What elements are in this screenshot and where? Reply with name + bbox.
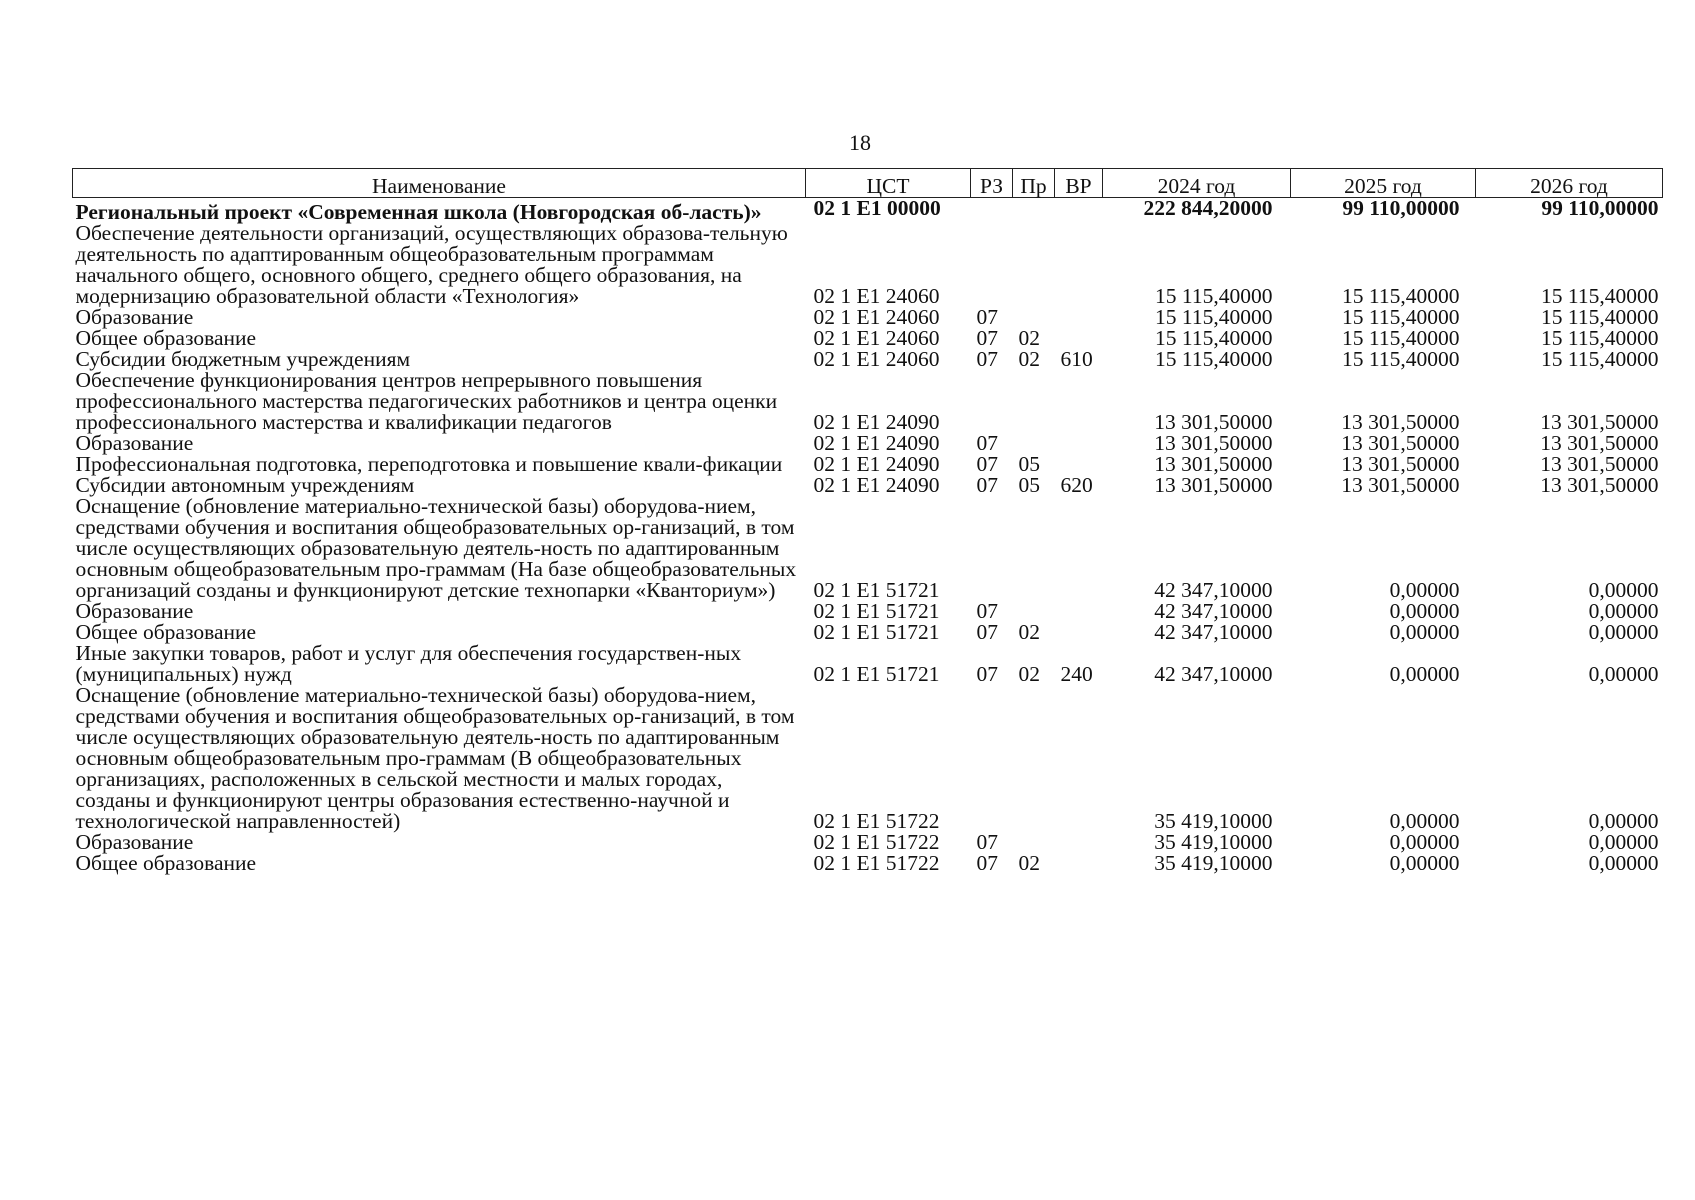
row-pr bbox=[1013, 370, 1055, 433]
row-pr bbox=[1013, 307, 1055, 328]
row-vr bbox=[1055, 622, 1103, 643]
row-2024: 13 301,50000 bbox=[1154, 452, 1273, 476]
table-body bbox=[73, 198, 1663, 875]
table-row bbox=[73, 832, 1663, 853]
row-rz: 07 bbox=[976, 452, 998, 476]
row-name: Общее образование bbox=[75, 851, 257, 875]
row-cst: 02 1 E1 51722 bbox=[813, 809, 940, 833]
row-2024: 15 115,40000 bbox=[1155, 305, 1273, 329]
row-pr: 02 bbox=[1018, 347, 1040, 371]
row-cst: 02 1 E1 24090 bbox=[813, 473, 940, 497]
row-2026: 15 115,40000 bbox=[1541, 347, 1659, 371]
row-pr: 05 bbox=[1018, 473, 1040, 497]
budget-table bbox=[72, 168, 1663, 874]
row-rz: 07 bbox=[976, 326, 998, 350]
header-row bbox=[73, 169, 1663, 198]
table-row bbox=[73, 223, 1663, 307]
row-cst: 02 1 E1 24060 bbox=[813, 347, 940, 371]
header-rz: РЗ bbox=[971, 169, 1013, 198]
row-2026: 13 301,50000 bbox=[1540, 452, 1659, 476]
row-name: Профессиональная подготовка, переподготовка и повышение квали-фикации bbox=[75, 452, 783, 476]
header-name: Наименование bbox=[73, 169, 806, 198]
row-cst: 02 1 E1 24060 bbox=[813, 284, 940, 308]
row-2024: 15 115,40000 bbox=[1155, 284, 1273, 308]
row-2026: 15 115,40000 bbox=[1541, 326, 1659, 350]
row-2024: 42 347,10000 bbox=[1154, 620, 1273, 644]
row-2025: 0,00000 bbox=[1389, 830, 1460, 854]
table-row bbox=[73, 622, 1663, 643]
row-pr bbox=[1013, 601, 1055, 622]
table-header bbox=[73, 169, 1663, 198]
row-2026: 13 301,50000 bbox=[1540, 473, 1659, 497]
row-2025: 13 301,50000 bbox=[1341, 410, 1460, 434]
row-cst: 02 1 E1 51721 bbox=[813, 599, 940, 623]
row-name: Оснащение (обновление материально-технической базы) оборудова-нием, средствами обучения и воспитания общеобразовательных ор-ганизаций, в том числе осуществляющих образовательную деятель-ность по адаптированным основным общеобразовательным про-граммам (В общеобразовательных организациях, расположенных в сельской местности и малых городах, созданы и функционируют центры образования естественно-научной и технологической направленностей) bbox=[75, 683, 795, 833]
row-2024: 35 419,10000 bbox=[1154, 809, 1273, 833]
row-cst: 02 1 E1 24090 bbox=[813, 452, 940, 476]
row-vr bbox=[1055, 223, 1103, 307]
row-2025: 15 115,40000 bbox=[1342, 284, 1460, 308]
table-row bbox=[73, 370, 1663, 433]
row-rz bbox=[971, 223, 1013, 307]
row-2025: 99 110,00000 bbox=[1342, 196, 1460, 220]
row-2026: 0,00000 bbox=[1588, 851, 1659, 875]
row-2024: 13 301,50000 bbox=[1154, 410, 1273, 434]
row-rz: 07 bbox=[976, 851, 998, 875]
row-vr bbox=[1055, 685, 1103, 832]
table-row bbox=[73, 454, 1663, 475]
row-cst: 02 1 E1 51721 bbox=[813, 620, 940, 644]
row-name: Образование bbox=[75, 599, 194, 623]
row-2026: 0,00000 bbox=[1588, 830, 1659, 854]
table-row bbox=[73, 307, 1663, 328]
row-2025: 0,00000 bbox=[1389, 662, 1460, 686]
row-cst: 02 1 E1 24060 bbox=[813, 305, 940, 329]
row-name: Общее образование bbox=[75, 326, 257, 350]
header-cst: ЦСТ bbox=[806, 169, 971, 198]
row-cst: 02 1 E1 24090 bbox=[813, 431, 940, 455]
row-rz: 07 bbox=[976, 662, 998, 686]
row-cst: 02 1 E1 51722 bbox=[813, 851, 940, 875]
row-2025: 15 115,40000 bbox=[1342, 347, 1460, 371]
table-row bbox=[73, 601, 1663, 622]
table-row bbox=[73, 198, 1663, 224]
row-cst: 02 1 E1 51722 bbox=[813, 830, 940, 854]
row-2026: 13 301,50000 bbox=[1540, 431, 1659, 455]
row-rz bbox=[971, 198, 1013, 224]
row-vr bbox=[1055, 307, 1103, 328]
row-2024: 222 844,20000 bbox=[1143, 196, 1273, 220]
row-pr bbox=[1013, 433, 1055, 454]
row-name: Обеспечение функционирования центров непрерывного повышения профессионального мастерства педагогических работников и центра оценки профессионального мастерства и квалификации педагогов bbox=[75, 368, 778, 434]
row-name: Образование bbox=[75, 431, 194, 455]
row-rz bbox=[971, 496, 1013, 601]
table-row bbox=[73, 349, 1663, 370]
row-rz: 07 bbox=[976, 305, 998, 329]
row-2026: 99 110,00000 bbox=[1541, 196, 1659, 220]
row-pr: 02 bbox=[1018, 326, 1040, 350]
row-2025: 0,00000 bbox=[1389, 851, 1460, 875]
row-vr: 240 bbox=[1060, 662, 1093, 686]
row-2025: 13 301,50000 bbox=[1341, 452, 1460, 476]
table-row bbox=[73, 853, 1663, 874]
table-row bbox=[73, 496, 1663, 601]
row-vr bbox=[1055, 370, 1103, 433]
row-2026: 15 115,40000 bbox=[1541, 305, 1659, 329]
row-vr bbox=[1055, 198, 1103, 224]
row-2024: 13 301,50000 bbox=[1154, 473, 1273, 497]
row-vr bbox=[1055, 328, 1103, 349]
table-row bbox=[73, 328, 1663, 349]
row-cst: 02 1 E1 00000 bbox=[813, 196, 941, 220]
table-row bbox=[73, 433, 1663, 454]
row-name: Субсидии автономным учреждениям bbox=[75, 473, 415, 497]
page-number: 18 bbox=[849, 130, 871, 155]
row-pr: 02 bbox=[1018, 620, 1040, 644]
row-2024: 35 419,10000 bbox=[1154, 851, 1273, 875]
row-pr bbox=[1013, 223, 1055, 307]
row-vr: 620 bbox=[1060, 473, 1093, 497]
row-cst: 02 1 E1 24060 bbox=[813, 326, 940, 350]
row-name: Оснащение (обновление материально-технической базы) оборудова-нием, средствами обучения и воспитания общеобразовательных ор-ганизаций, в том числе осуществляющих образовательную деятель-ность по адаптированным основным общеобразовательным про-граммам (На базе общеобразовательных организаций созданы и функционируют детские технопарки «Кванториум») bbox=[75, 494, 797, 602]
row-vr: 610 bbox=[1060, 347, 1093, 371]
row-pr bbox=[1013, 496, 1055, 601]
row-2024: 13 301,50000 bbox=[1154, 431, 1273, 455]
row-cst: 02 1 E1 51721 bbox=[813, 578, 940, 602]
table-row bbox=[73, 475, 1663, 496]
row-rz bbox=[971, 685, 1013, 832]
header-2026: 2026 год bbox=[1476, 169, 1663, 198]
row-2024: 42 347,10000 bbox=[1154, 662, 1273, 686]
table-row bbox=[73, 643, 1663, 685]
row-2025: 0,00000 bbox=[1389, 578, 1460, 602]
row-vr bbox=[1055, 601, 1103, 622]
header-2024: 2024 год bbox=[1103, 169, 1291, 198]
row-2026: 0,00000 bbox=[1588, 809, 1659, 833]
header-vr: ВР bbox=[1055, 169, 1103, 198]
table-row bbox=[73, 685, 1663, 832]
row-2026: 0,00000 bbox=[1588, 662, 1659, 686]
row-pr bbox=[1013, 685, 1055, 832]
row-2025: 0,00000 bbox=[1389, 599, 1460, 623]
row-2026: 0,00000 bbox=[1588, 578, 1659, 602]
row-name: Иные закупки товаров, работ и услуг для обеспечения государствен-ных (муниципальных) нужд bbox=[75, 641, 742, 686]
row-pr bbox=[1013, 198, 1055, 224]
row-2026: 0,00000 bbox=[1588, 620, 1659, 644]
row-vr bbox=[1055, 496, 1103, 601]
row-2024: 15 115,40000 bbox=[1155, 326, 1273, 350]
row-2025: 13 301,50000 bbox=[1341, 431, 1460, 455]
row-2025: 13 301,50000 bbox=[1341, 473, 1460, 497]
row-pr: 02 bbox=[1018, 662, 1040, 686]
row-rz bbox=[971, 370, 1013, 433]
row-vr bbox=[1055, 433, 1103, 454]
row-2025: 0,00000 bbox=[1389, 809, 1460, 833]
row-2024: 35 419,10000 bbox=[1154, 830, 1273, 854]
row-vr bbox=[1055, 853, 1103, 874]
row-name: Региональный проект «Современная школа (Новгородская об-ласть)» bbox=[75, 200, 762, 224]
header-2025: 2025 год bbox=[1291, 169, 1476, 198]
row-rz: 07 bbox=[976, 599, 998, 623]
row-rz: 07 bbox=[976, 347, 998, 371]
row-name: Общее образование bbox=[75, 620, 257, 644]
row-name: Образование bbox=[75, 830, 194, 854]
row-name: Обеспечение деятельности организаций, осуществляющих образова-тельную деятельность по адаптированным общеобразовательным программам начального общего, основного общего, среднего общего образования, на модернизацию образовательной области «Технология» bbox=[75, 221, 788, 308]
row-cst: 02 1 E1 24090 bbox=[813, 410, 940, 434]
row-pr: 05 bbox=[1018, 452, 1040, 476]
row-pr: 02 bbox=[1018, 851, 1040, 875]
row-pr bbox=[1013, 832, 1055, 853]
row-cst: 02 1 E1 51721 bbox=[813, 662, 940, 686]
row-rz: 07 bbox=[976, 431, 998, 455]
row-2026: 0,00000 bbox=[1588, 599, 1659, 623]
row-2024: 42 347,10000 bbox=[1154, 599, 1273, 623]
header-pr: Пр bbox=[1013, 169, 1055, 198]
row-2025: 15 115,40000 bbox=[1342, 326, 1460, 350]
row-name: Субсидии бюджетным учреждениям bbox=[75, 347, 411, 371]
row-vr bbox=[1055, 454, 1103, 475]
row-2026: 13 301,50000 bbox=[1540, 410, 1659, 434]
row-rz: 07 bbox=[976, 830, 998, 854]
row-2024: 15 115,40000 bbox=[1155, 347, 1273, 371]
row-rz: 07 bbox=[976, 473, 998, 497]
row-2025: 15 115,40000 bbox=[1342, 305, 1460, 329]
row-2025: 0,00000 bbox=[1389, 620, 1460, 644]
row-2026: 15 115,40000 bbox=[1541, 284, 1659, 308]
row-name: Образование bbox=[75, 305, 194, 329]
row-vr bbox=[1055, 832, 1103, 853]
row-2024: 42 347,10000 bbox=[1154, 578, 1273, 602]
row-rz: 07 bbox=[976, 620, 998, 644]
